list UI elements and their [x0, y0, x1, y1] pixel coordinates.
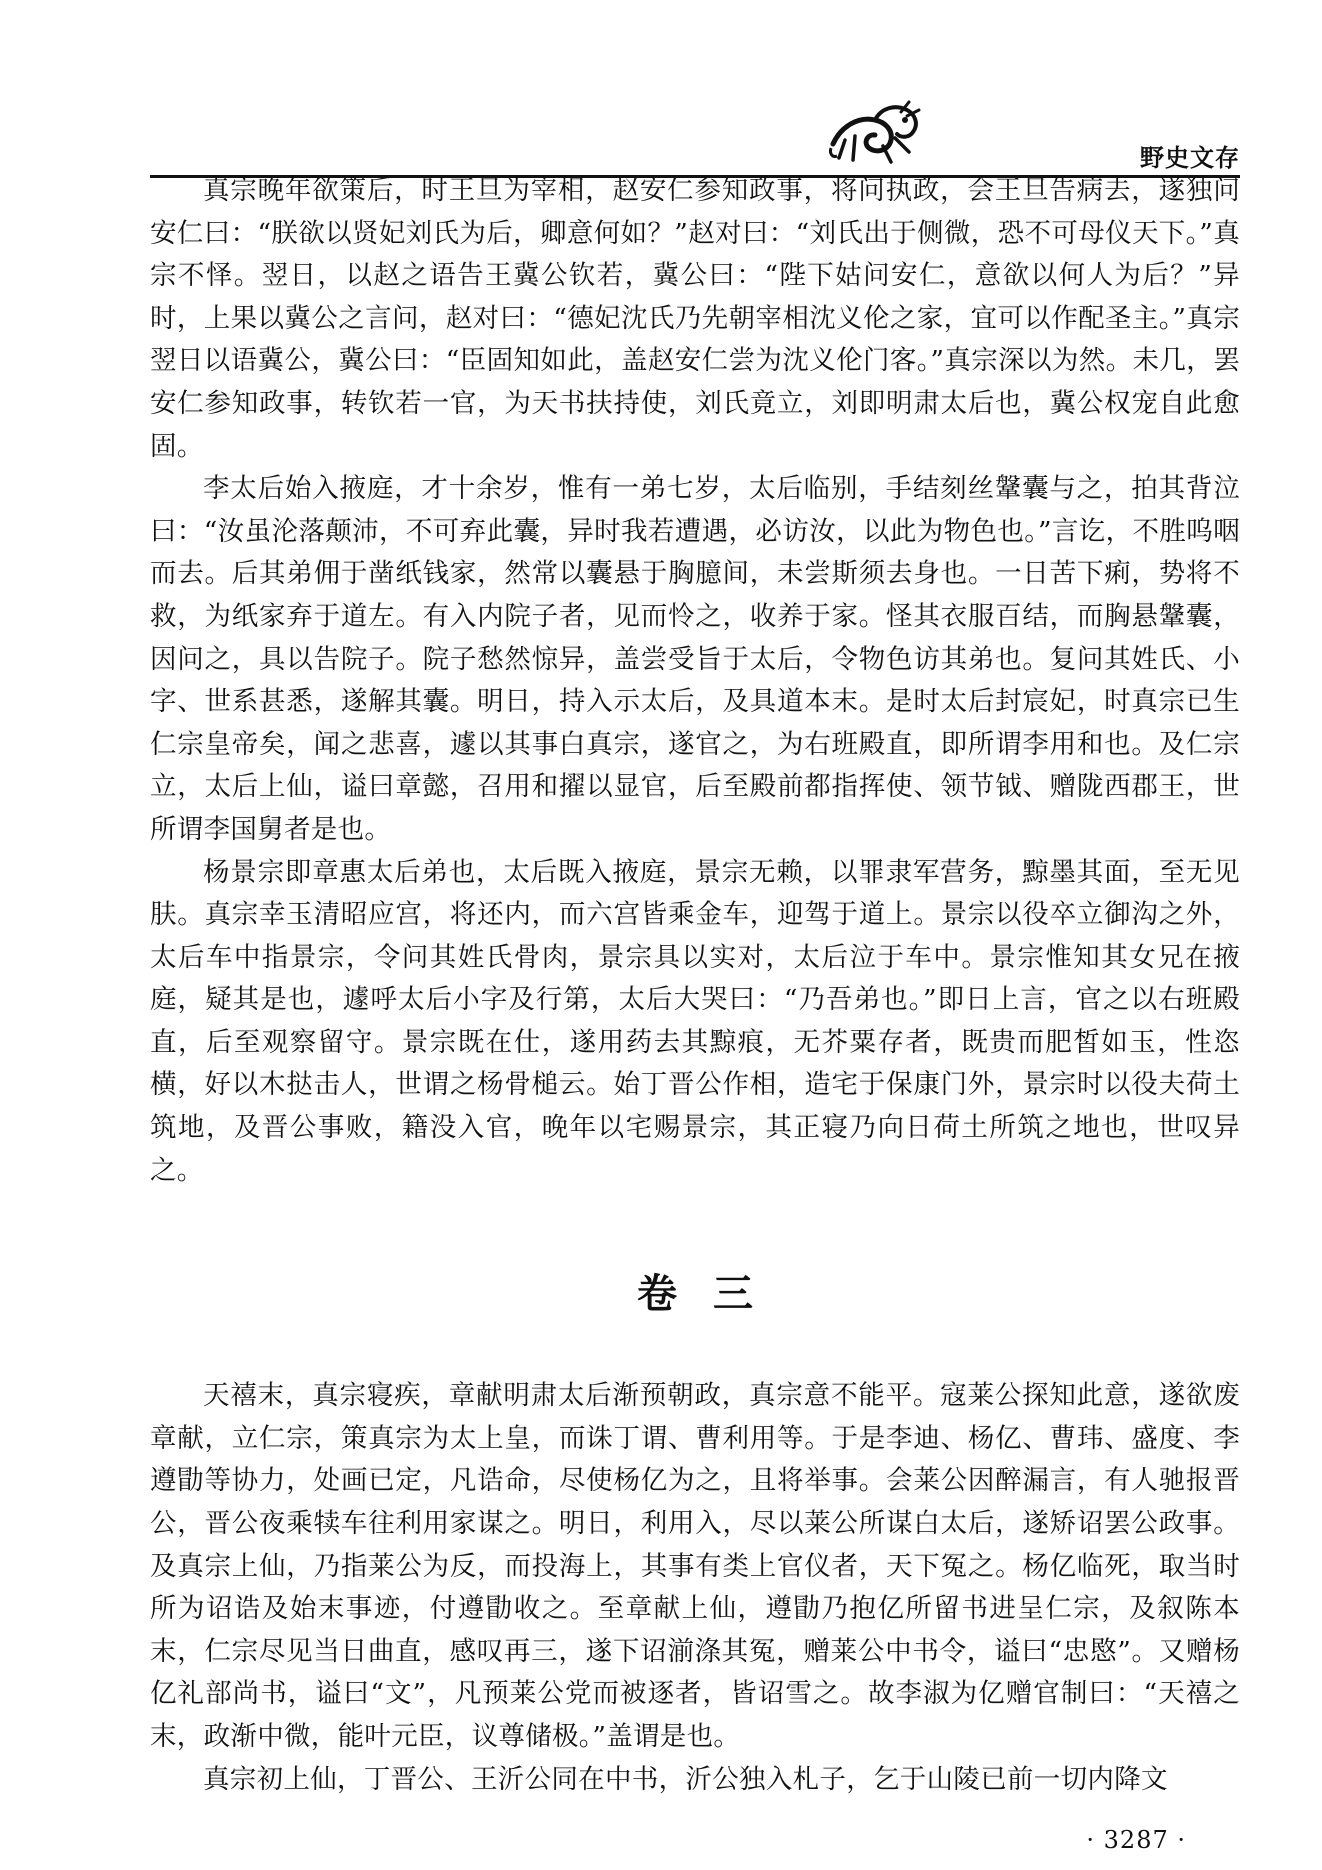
page-number: · 3287 ·: [1086, 1826, 1186, 1854]
page-body: [150, 170, 1240, 1801]
paragraph: 李太后始入掖庭，才十余岁，惟有一弟七岁，太后临别，手结刻丝鞶囊与之，拍其背泣曰：“汝虽沦落颠沛，不可弃此囊，异时我若遭遇，必访汝，以此为物色也。”言讫，不胜呜咽而去。后其弟佣于凿纸钱家，然常以囊悬于胸臆间，未尝斯须去身也。一日苦下痢，势将不救，为纸家弃于道左。有入内院子者，见而怜之，收养于家。怪其衣服百结，而胸悬鞶囊，因问之，具以告院子。院子愁然惊异，盖尝受旨于太后，令物色访其弟也。复问其姓氏、小字、世系甚悉，遂解其囊。明日，持入示太后，及具道本末。是时太后封宸妃，时真宗已生仁宗皇帝矣，闻之悲喜，遽以其事白真宗，遂官之，为右班殿直，即所谓李用和也。及仁宗立，太后上仙，谥曰章懿，召用和擢以显官，后至殿前都指挥使、领节钺、赠陇西郡王，世所谓李国舅者是也。: [150, 473, 1240, 845]
page-header: [150, 100, 1240, 176]
paragraph: 杨景宗即章惠太后弟也，太后既入掖庭，景宗无赖，以罪隶军营务，黥墨其面，至无见肤。真宗幸玉清昭应宫，将还内，而六宫皆乘金车，迎驾于道上。景宗以役卒立御沟之外，太后车中指景宗，令问其姓氏骨肉，景宗具以实对，太后泣于车中。景宗惟知其女兄在掖庭，疑其是也，遽呼太后小字及行第，太后大哭曰：“乃吾弟也。”即日上言，官之以右班殿直，后至观察留守。景宗既在仕，遂用药去其黥痕，无芥粟存者，既贵而肥皙如玉，性恣横，好以木挞击人，世谓之杨骨槌云。始丁晋公作相，造宅于保康门外，景宗时以役夫荷土筑地，及晋公事败，籍没入官，晚年以宅赐景宗，其正寝乃向日荷土所筑之地也，世叹异之。: [150, 856, 1240, 1186]
running-header-title: 野史文存: [1140, 144, 1240, 172]
dragon-emblem-icon: [825, 100, 925, 170]
paragraph: 真宗初上仙，丁晋公、王沂公同在中书，沂公独入札子，乞于山陵已前一切内降文: [203, 1763, 1168, 1795]
section-title: 卷三: [637, 1271, 789, 1318]
paragraph: 真宗晚年欲策后，时王旦为宰相，赵安仁参知政事，将问执政，会王旦告病去，遂独问安仁曰：“朕欲以贤妃刘氏为后，卿意何如？”赵对曰：“刘氏出于侧微，恐不可母仪天下。”真宗不怿。翌日，以赵之语告王冀公钦若，冀公曰：“陛下姑问安仁，意欲以何人为后？”异时，上果以冀公之言问，赵对曰：“德妃沈氏乃先朝宰相沈义伦之家，宜可以作配圣主。”真宗翌日以语冀公，冀公曰：“臣固知如此，盖赵安仁尝为沈义伦门客。”真宗深以为然。未几，罢安仁参知政事，转钦若一官，为天书扶持使，刘氏竟立，刘即明肃太后也，冀公权宠自此愈固。: [150, 175, 1240, 462]
paragraph: 天禧末，真宗寝疾，章献明肃太后渐预朝政，真宗意不能平。寇莱公探知此意，遂欲废章献，立仁宗，策真宗为太上皇，而诛丁谓、曹利用等。于是李迪、杨亿、曹玮、盛度、李遵勖等协力，处画已定，凡诰命，尽使杨亿为之，且将举事。会莱公因醉漏言，有人驰报晋公，晋公夜乘犊车往利用家谋之。明日，利用入，尽以莱公所谋白太后，遂矫诏罢公政事。及真宗上仙，乃指莱公为反，而投海上，其事有类上官仪者，天下冤之。杨亿临死，取当时所为诏诰及始末事迹，付遵勖收之。至章献上仙，遵勖乃抱亿所留书进呈仁宗，及叙陈本末，仁宗尽见当日曲直，感叹再三，遂下诏湔涤其冤，赠莱公中书令，谥曰“忠愍”。又赠杨亿礼部尚书，谥曰“文”，凡预莱公党而被逐者，皆诏雪之。故李淑为亿赠官制曰：“天禧之末，政渐中微，能叶元臣，议尊储极。”盖谓是也。: [150, 1380, 1240, 1752]
